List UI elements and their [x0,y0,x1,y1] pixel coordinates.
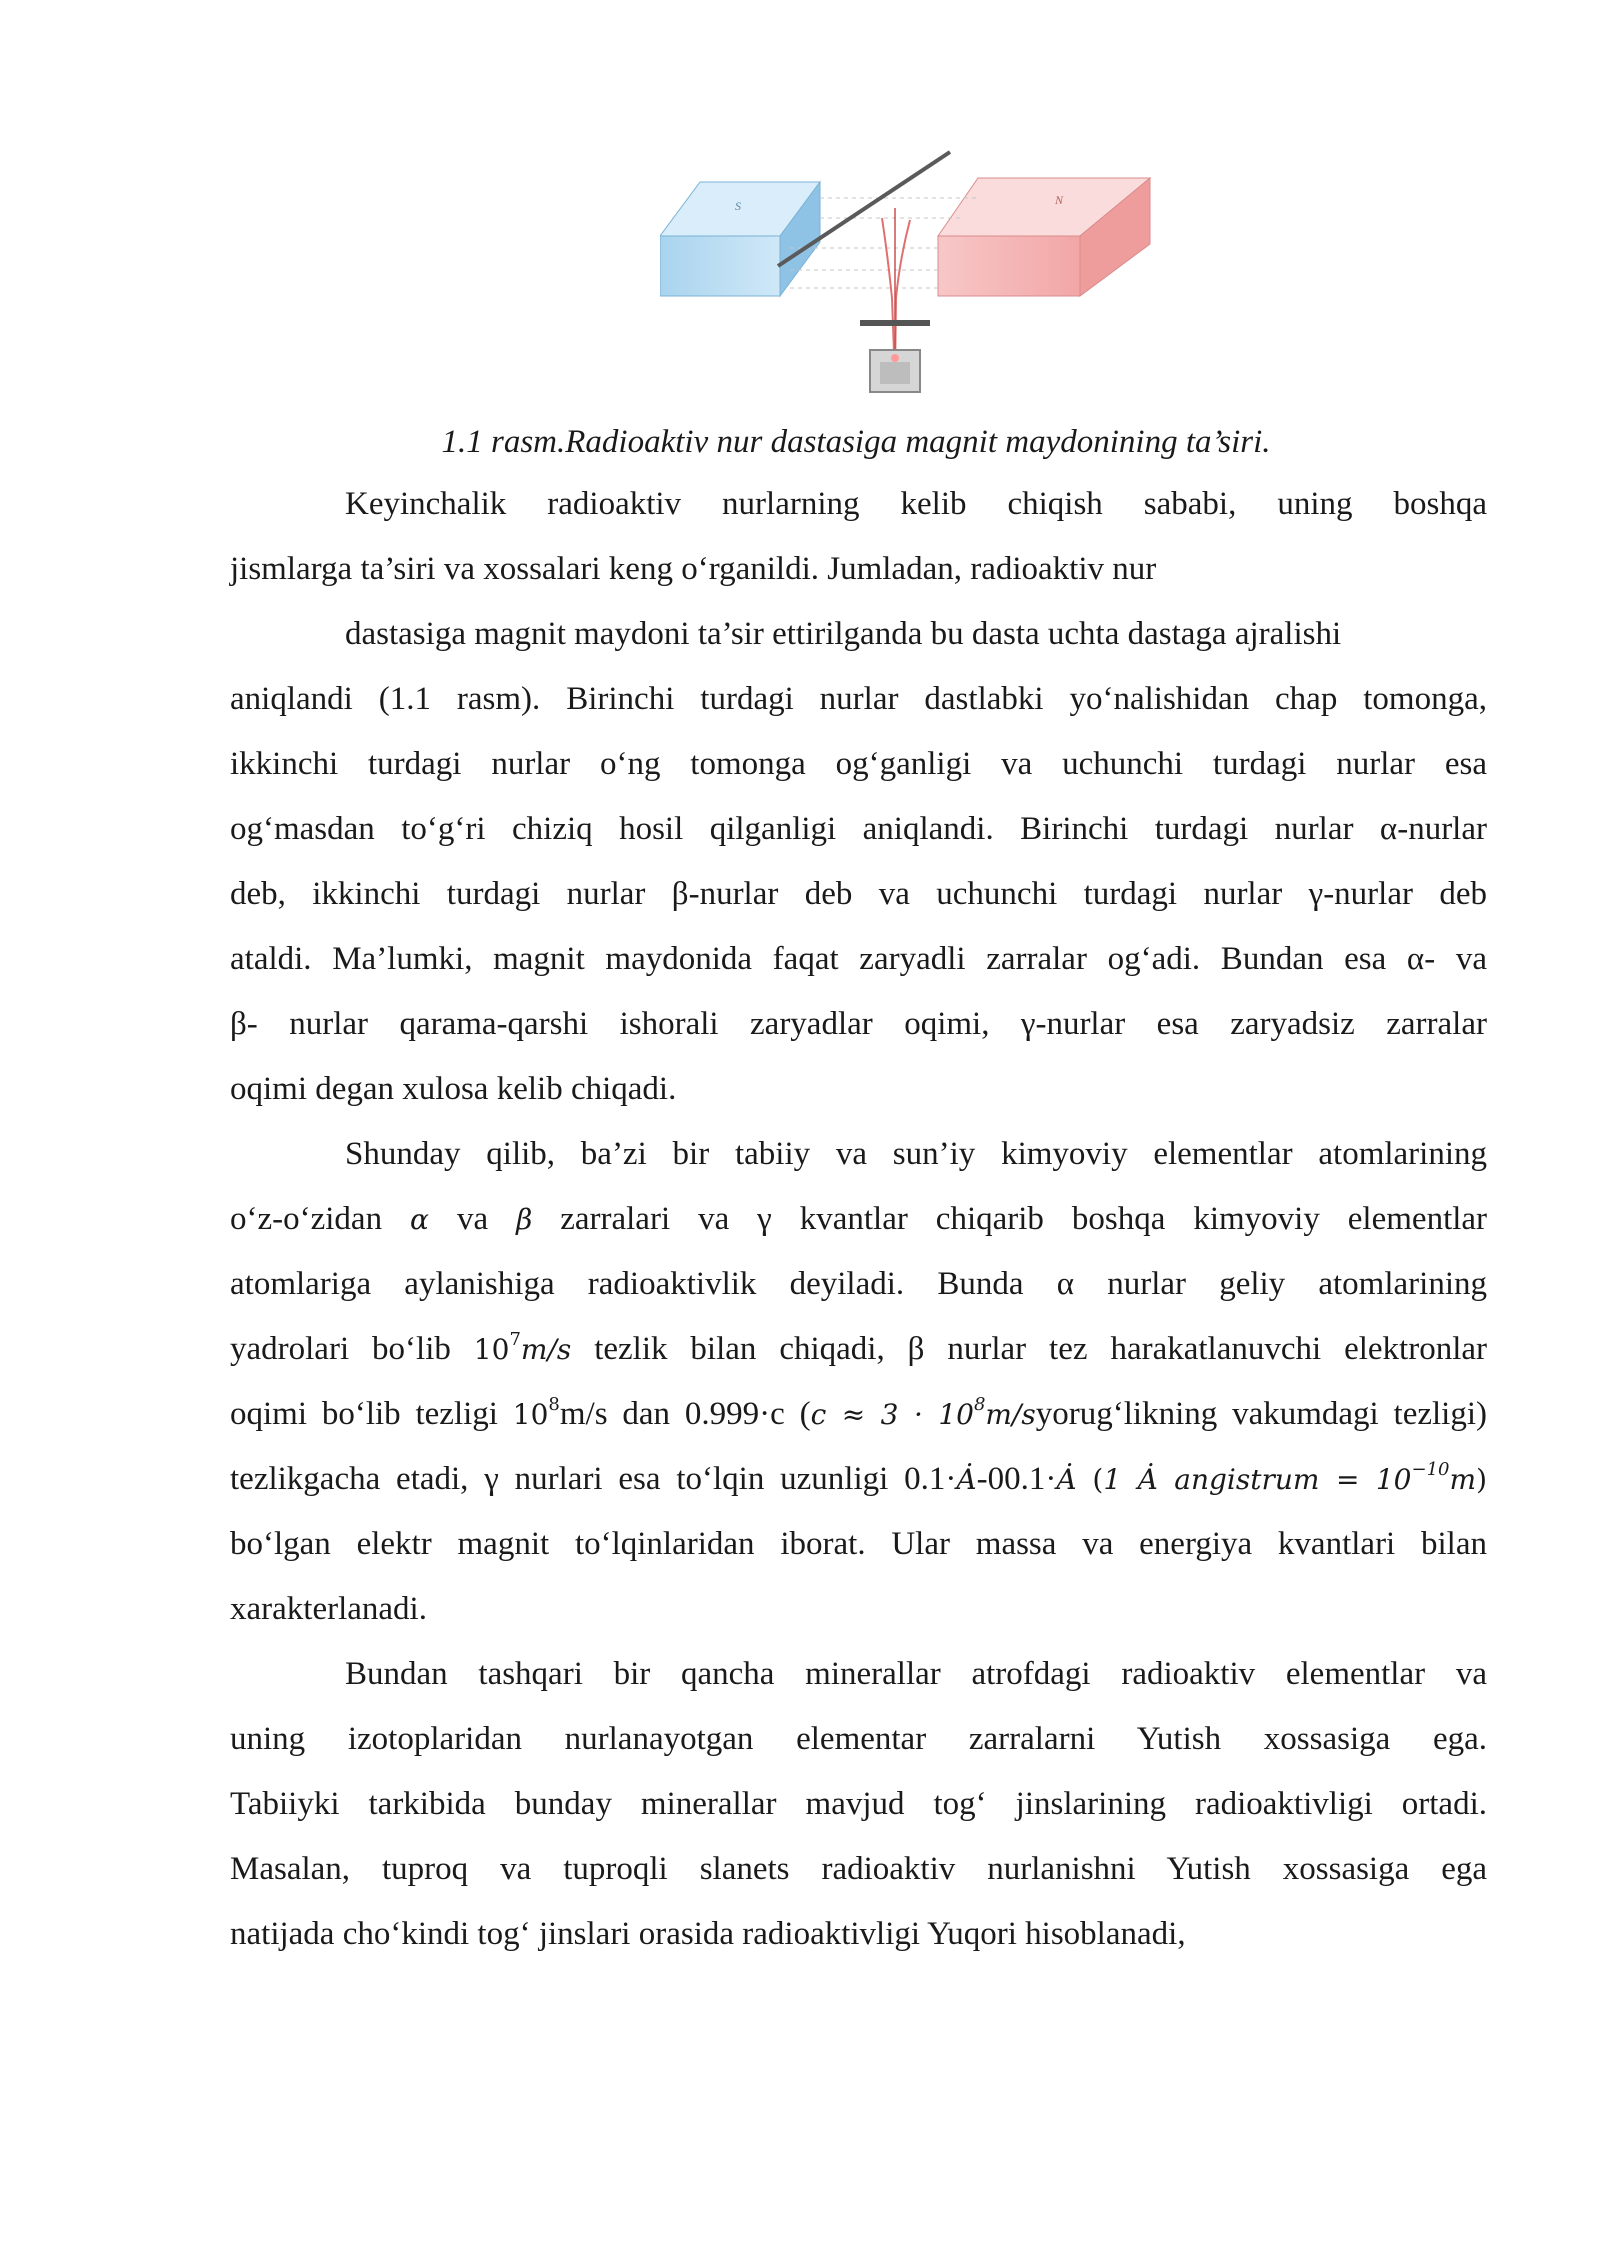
text-line: Shunday qilib, ba’zi bir tabiiy va sun’iy kimyoviy elementlar atomlarining [345,1136,1487,1172]
text-run: zarralari va γ kvantlar chiqarib boshqa kimyoviy elementlar [560,1201,1487,1237]
exponent: −10 [1411,1459,1450,1480]
text-line: atomlariga aylanishiga radioaktivlik deyiladi. Bunda α nurlar geliy atomlarining [230,1266,1487,1302]
unit: m/s [985,1398,1036,1431]
text-line [230,1382,1487,1447]
number-base: 10 [473,1333,510,1366]
beta-symbol: β [516,1203,533,1236]
blue-magnet-block [660,182,820,296]
text-run: yadrolari bo‘lib [230,1331,451,1367]
text-line [230,1187,1487,1252]
text-run: oqimi bo‘lib tezligi [230,1396,498,1432]
text-run: -00.1· [976,1461,1057,1497]
source-container [870,350,920,392]
text-line: bo‘lgan elektr magnit to‘lqinlaridan iborat. Ular massa va energiya kvantlari bilan [230,1526,1487,1562]
text-line: oqimi degan xulosa kelib chiqadi. [230,1071,677,1107]
text-line: natijada cho‘kindi tog‘ jinslari orasida radioaktivligi Yuqori hisoblanadi, [230,1916,1186,1952]
exponent: 8 [548,1394,560,1415]
text-line [230,1317,1487,1382]
svg-text:N: N [1055,193,1064,207]
number-base: 10 [512,1398,549,1431]
formula-text: c ≈ 3 · 10 [810,1398,974,1431]
red-magnet-block [938,178,1150,296]
text-run: tezlik bilan chiqadi, β nurlar tez harakatlanuvchi elektronlar [594,1331,1487,1367]
text-line: Tabiiyki tarkibida bunday minerallar mavjud tog‘ jinslarining radioaktivligi ortadi. [230,1786,1487,1822]
velocity-value [512,1394,560,1431]
light-speed-formula [810,1394,1036,1431]
text-run: o‘z-o‘zidan [230,1201,383,1237]
text-line: og‘masdan to‘g‘ri chiziq hosil qilganligi aniqlandi. Birinchi turdagi nurlar α-nurlar [230,811,1487,847]
paragraph-1 [230,472,1487,1122]
text-line: deb, ikkinchi turdagi nurlar β-nurlar deb va uchunchi turdagi nurlar γ-nurlar deb [230,876,1487,912]
text-run: tezlikgacha etadi, γ nurlari esa to‘lqin uzunligi 0.1· [230,1461,957,1497]
text-line: Masalan, tuproq va tuproqli slanets radioaktiv nurlanishni Yutish xossasiga ega [230,1851,1487,1887]
magnet-figure [660,148,1180,404]
unit: m [1449,1463,1477,1496]
paragraph-2 [230,1122,1487,1642]
text-line: Keyinchalik radioaktiv nurlarning kelib chiqish sababi, uning boshqa [345,486,1487,522]
paragraph-3 [230,1642,1487,1967]
text-run: m/s dan 0.999·c ( [559,1396,811,1432]
paren: ) [1476,1463,1487,1496]
text-line: uning izotoplaridan nurlanayotgan elementar zarralarni Yutish xossasiga ega. [230,1721,1487,1757]
text-line: aniqlandi (1.1 rasm). Birinchi turdagi nurlar dastlabki yo‘nalishidan chap tomonga, [230,681,1487,717]
text-line: dastasiga magnit maydoni ta’sir ettirilganda bu dasta uchta dastaga ajralishi [345,616,1342,652]
text-line: ataldi. Ma’lumki, magnit maydonida faqat zaryadli zarralar og‘adi. Bundan esa α- va [230,941,1487,977]
unit: m/s [520,1333,572,1366]
alpha-symbol: α [410,1203,429,1236]
angstrom-symbol: Ȧ [956,1463,977,1496]
exponent: 7 [509,1329,521,1350]
velocity-value [473,1329,572,1366]
text-line [230,1447,1487,1512]
slit-plate [860,320,930,326]
text-run: va [456,1201,489,1237]
formula-text: 1 Ȧ angistrum = 10 [1103,1463,1412,1496]
text-line: jismlarga ta’siri va xossalari keng o‘rganildi. Jumladan, radioaktiv nur [230,551,1157,587]
figure-caption: 1.1 rasm.Radioaktiv nur dastasiga magnit maydonining ta’siri. [441,424,1271,460]
text-line: ikkinchi turdagi nurlar o‘ng tomonga og‘ganligi va uchunchi turdagi nurlar esa [230,746,1487,782]
text-run: yorug‘likning vakumdagi tezligi) [1035,1396,1487,1432]
angstrom-symbol: Ȧ [1056,1463,1077,1496]
paren: ( [1092,1463,1104,1496]
text-line: Bundan tashqari bir qancha minerallar atrofdagi radioaktiv elementlar va [345,1656,1487,1692]
svg-text:S: S [735,199,741,213]
text-line: β- nurlar qarama-qarshi ishorali zaryadlar oqimi, γ-nurlar esa zaryadsiz zarralar [230,1006,1487,1042]
text-line: xarakterlanadi. [230,1591,427,1627]
exponent: 8 [973,1394,986,1415]
angstrom-definition [1103,1459,1477,1496]
